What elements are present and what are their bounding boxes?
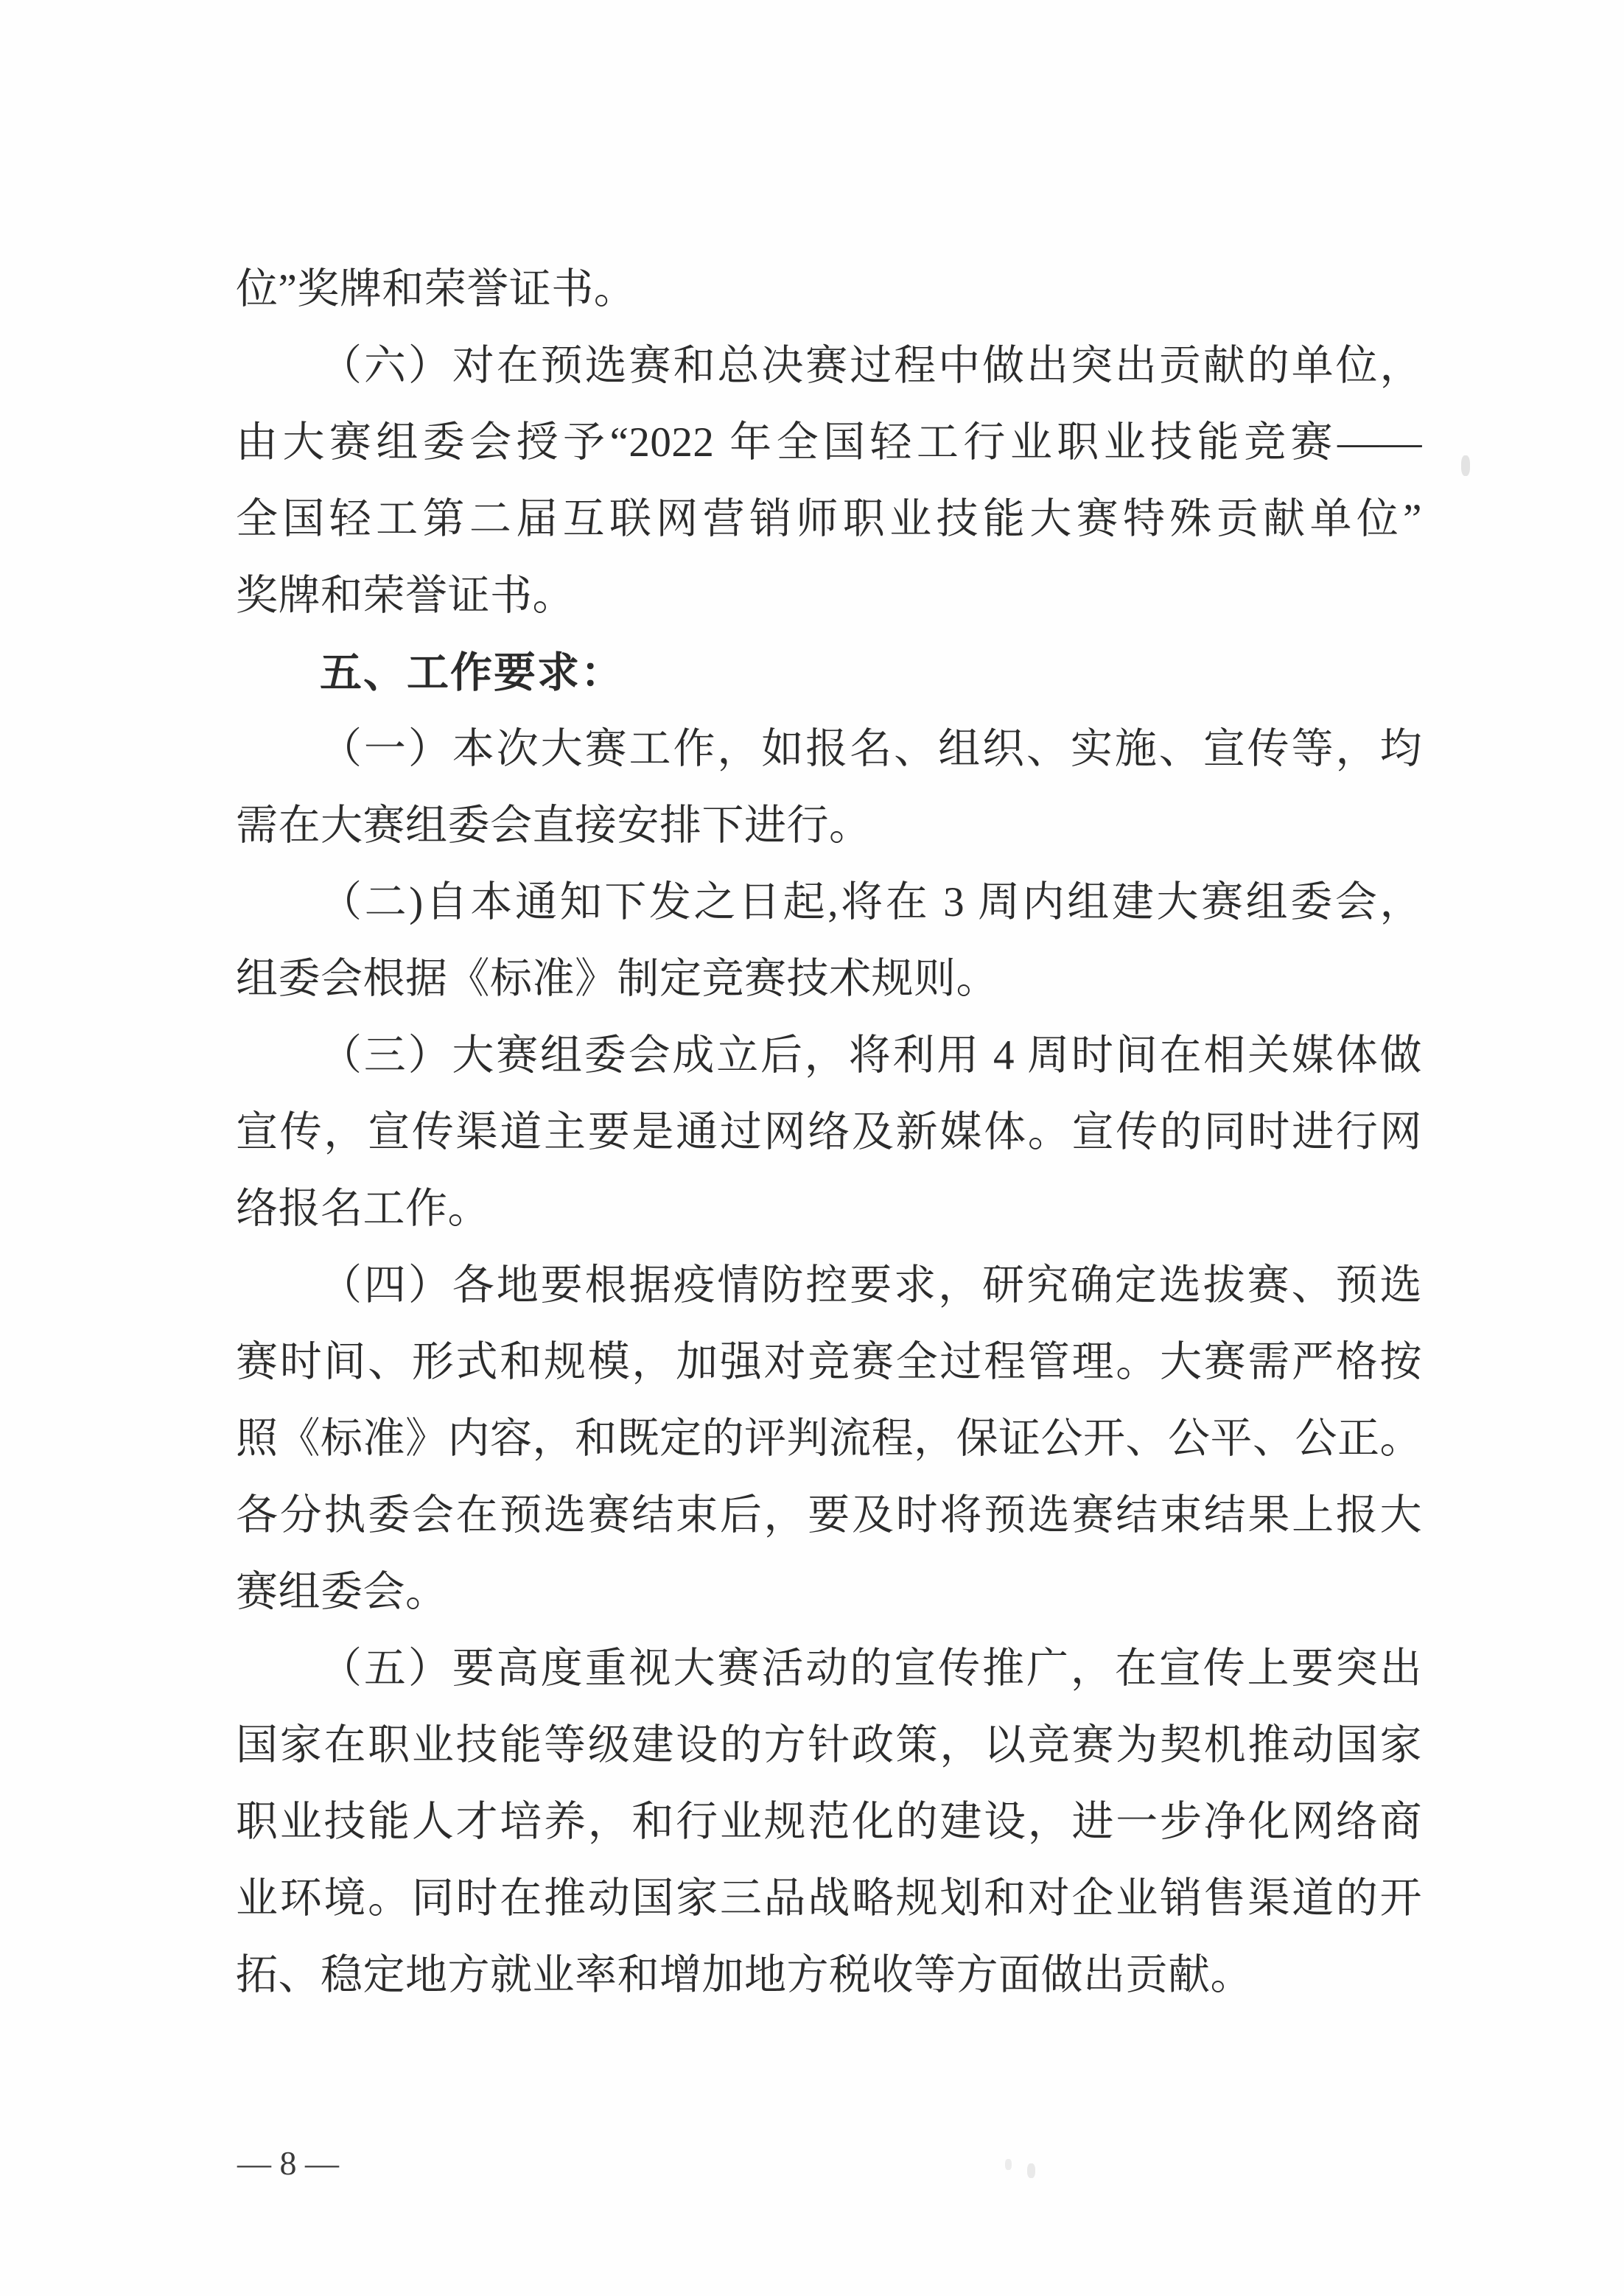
text-line: 拓、稳定地方就业率和增加地方税收等方面做出贡献。 — [236, 1952, 1253, 1998]
text-line: 业环境。同时在推动国家三品战略规划和对企业销售渠道的开 — [236, 1875, 1422, 1922]
text-line: 赛组委会。 — [236, 1569, 448, 1615]
text-line: （六）对在预选赛和总决赛过程中做出突出贡献的单位， — [320, 343, 1422, 389]
text-line: 照《标准》内容，和既定的评判流程，保证公开、公平、公正。 — [236, 1415, 1422, 1462]
document-body — [236, 251, 1422, 2014]
text-line: 奖牌和荣誉证书。 — [236, 573, 575, 619]
text-line: （四）各地要根据疫情防控要求，研究确定选拔赛、预选 — [320, 1262, 1422, 1309]
text-line: （一）本次大赛工作，如报名、组织、实施、宣传等，均 — [320, 726, 1422, 772]
scan-artifact — [1005, 2159, 1012, 2170]
text-line: 需在大赛组委会直接安排下进行。 — [236, 802, 872, 849]
page-number: — 8 — — [237, 2144, 339, 2182]
scan-artifact — [1461, 455, 1470, 476]
text-line: 全国轻工第二届互联网营销师职业技能大赛特殊贡献单位” — [236, 496, 1422, 542]
section-heading: 五、工作要求： — [320, 649, 624, 696]
text-line: 各分执委会在预选赛结束后，要及时将预选赛结束结果上报大 — [236, 1492, 1422, 1539]
text-line: 国家在职业技能等级建设的方针政策，以竞赛为契机推动国家 — [236, 1722, 1422, 1768]
text-line: 组委会根据《标准》制定竞赛技术规则。 — [236, 956, 998, 1002]
text-line: （五）要高度重视大赛活动的宣传推广，在宣传上要突出 — [320, 1645, 1422, 1692]
text-line: 络报名工作。 — [236, 1186, 490, 1232]
text-line: （二)自本通知下发之日起,将在 3 周内组建大赛组委会， — [320, 879, 1422, 925]
text-line: 由大赛组委会授予“2022 年全国轻工行业职业技能竞赛—— — [236, 419, 1422, 466]
text-line: 职业技能人才培养，和行业规范化的建设，进一步净化网络商 — [236, 1799, 1422, 1845]
text-line: 赛时间、形式和规模，加强对竞赛全过程管理。大赛需严格按 — [236, 1339, 1422, 1385]
text-line: （三）大赛组委会成立后，将利用 4 周时间在相关媒体做 — [320, 1032, 1422, 1079]
text-line: 宣传，宣传渠道主要是通过网络及新媒体。宣传的同时进行网 — [236, 1109, 1422, 1155]
scan-artifact — [1027, 2163, 1035, 2178]
text-line: 位”奖牌和荣誉证书。 — [236, 266, 637, 312]
